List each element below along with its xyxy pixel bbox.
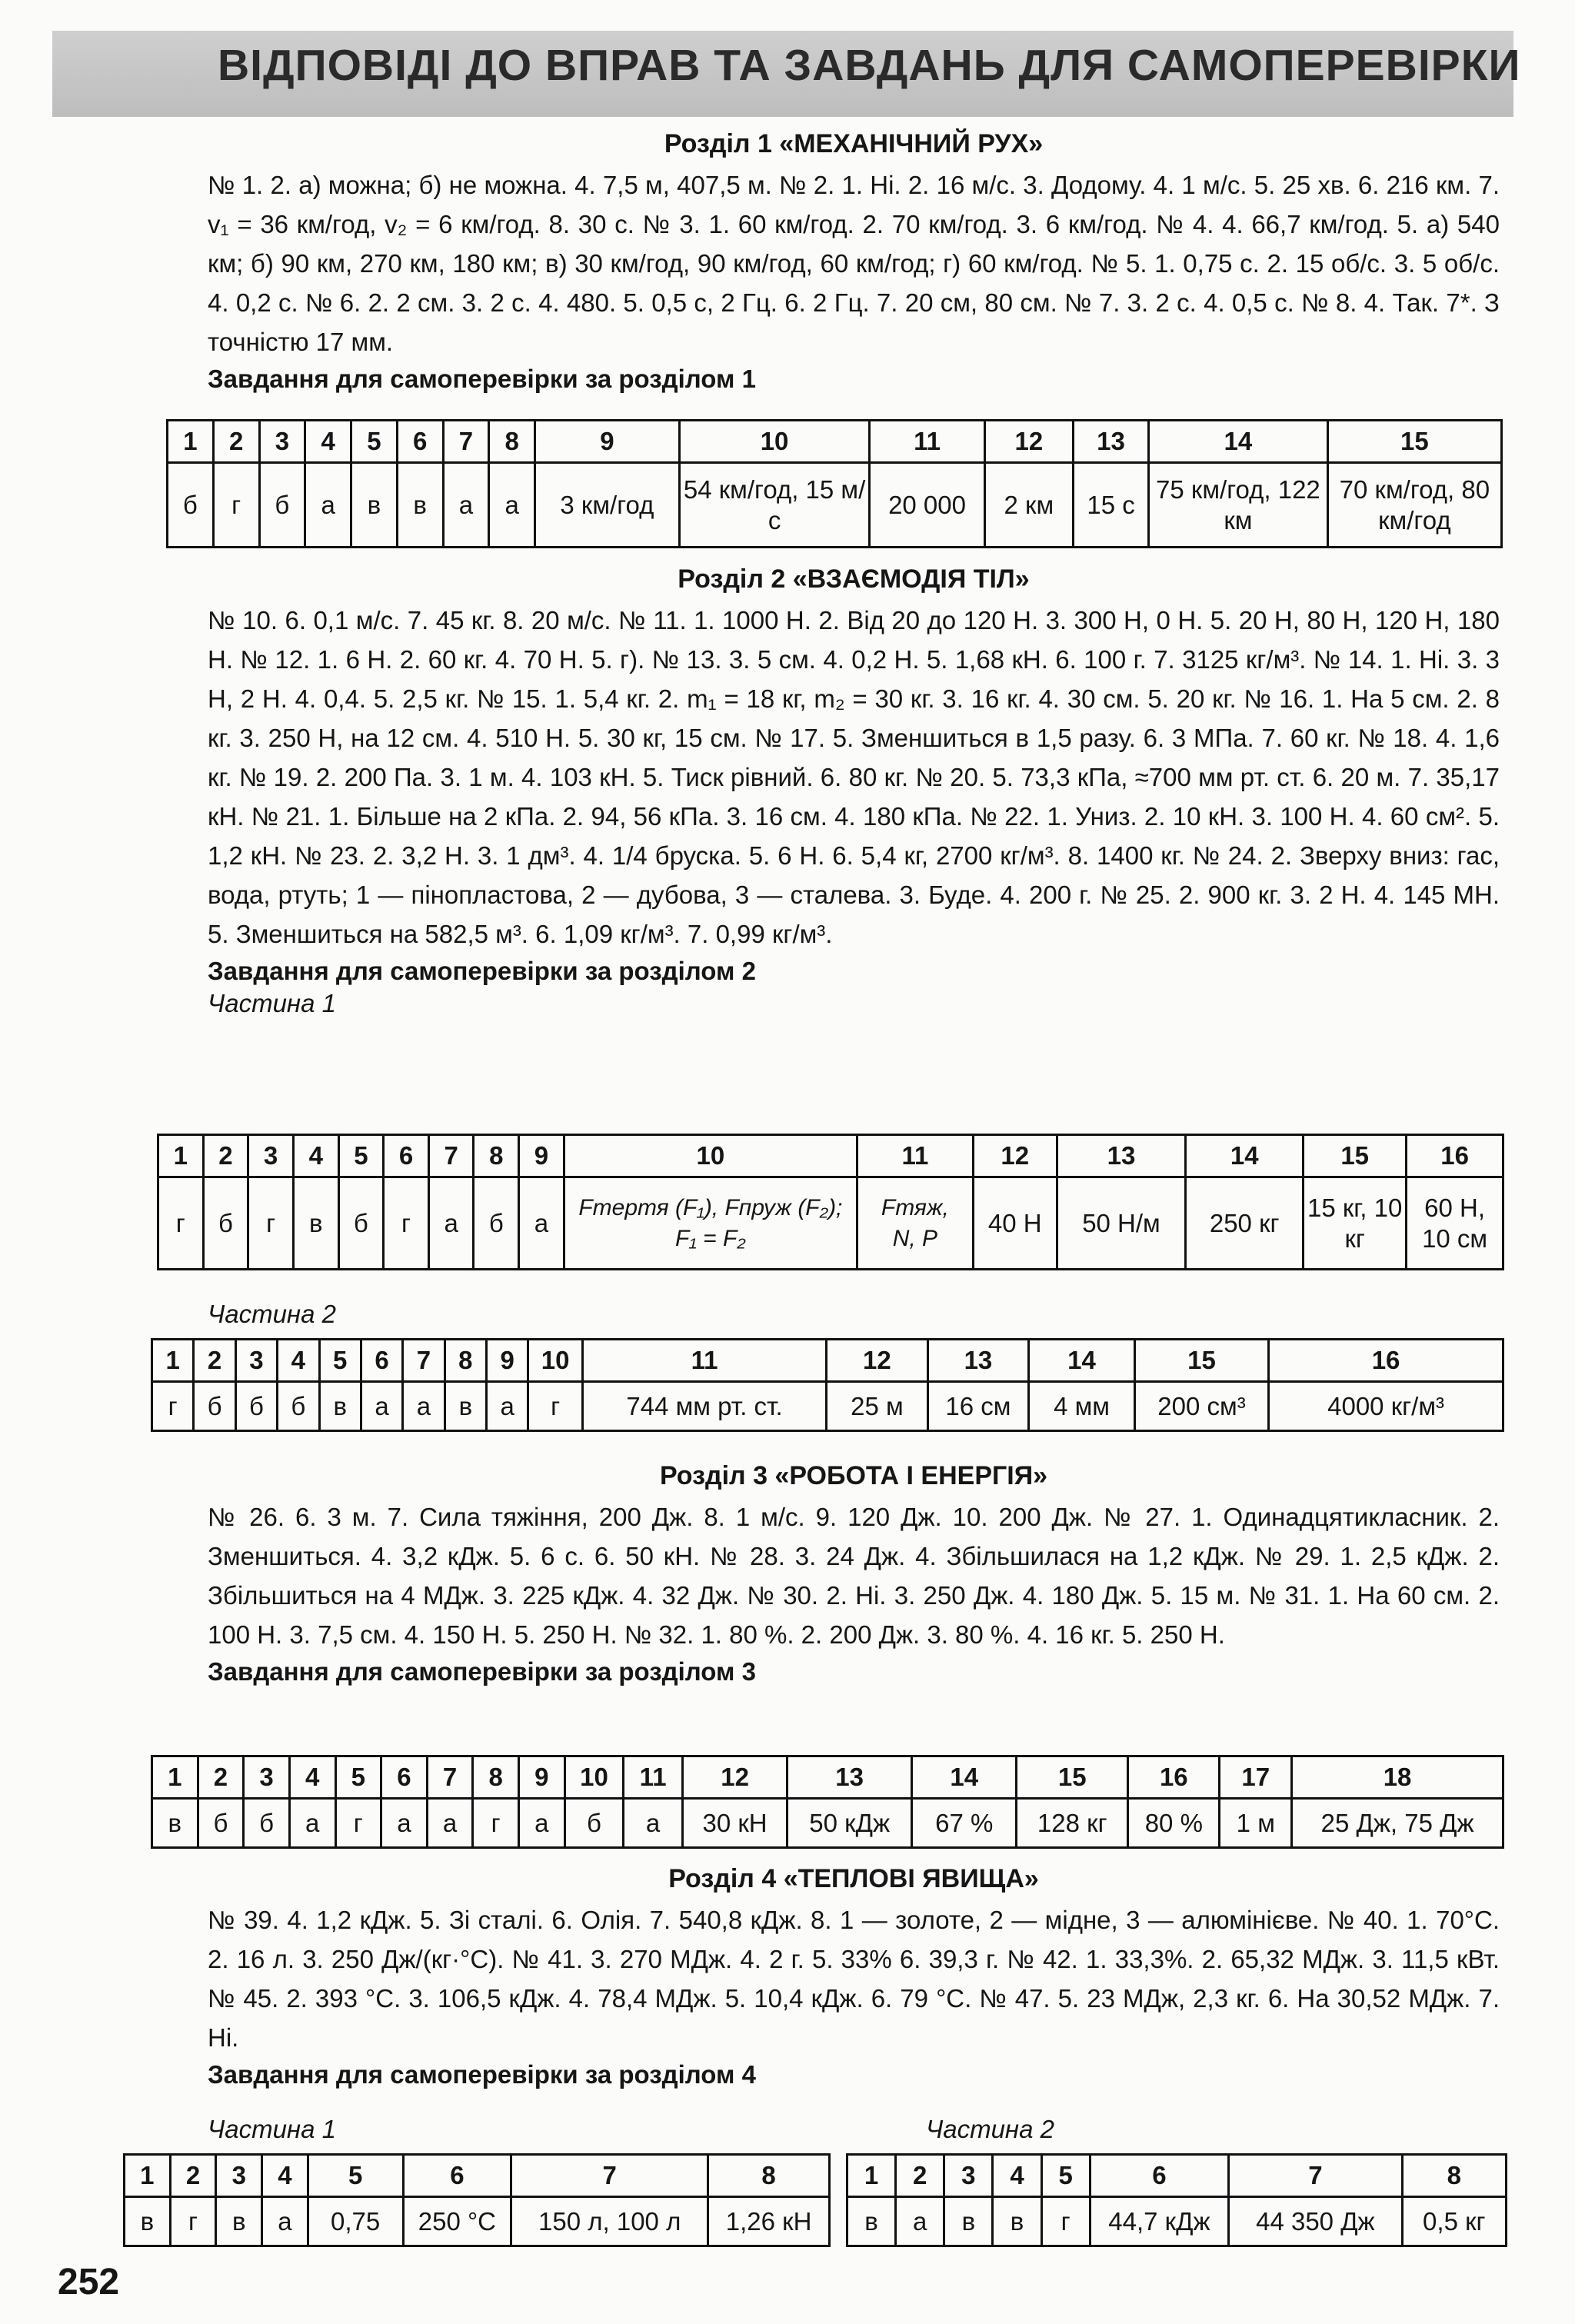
- table-cell: в: [319, 1382, 361, 1431]
- table-header-cell: 15: [1304, 1135, 1407, 1177]
- table-cell: б: [168, 463, 214, 548]
- table-header-cell: 10: [564, 1135, 857, 1177]
- table-cell: а: [487, 1382, 528, 1431]
- table-header-cell: 1: [125, 2155, 171, 2197]
- table-cell: в: [944, 2197, 993, 2246]
- table-cell: 80 %: [1128, 1799, 1220, 1848]
- table-header-cell: 5: [335, 1756, 381, 1799]
- table-header-cell: 4: [305, 421, 351, 463]
- table-cell: 150 л, 100 л: [511, 2197, 708, 2246]
- table-cell: б: [259, 463, 305, 548]
- table-header-cell: 9: [519, 1135, 564, 1177]
- table-cell: 67 %: [912, 1799, 1017, 1848]
- table-header-cell: 6: [384, 1135, 429, 1177]
- table-header-row: [847, 2155, 1507, 2197]
- table-cell: а: [443, 463, 489, 548]
- table-cell: 40 Н: [973, 1177, 1057, 1270]
- table-header-cell: 16: [1407, 1135, 1503, 1177]
- section-3-table: [151, 1755, 1504, 1849]
- table-cell: 15 кг, 10 кг: [1304, 1177, 1407, 1270]
- page-number: 252: [58, 2262, 120, 2302]
- table-cell: б: [198, 1799, 244, 1848]
- table-cell: в: [216, 2197, 262, 2246]
- table-header-cell: 6: [1090, 2155, 1228, 2197]
- table-header-cell: 6: [403, 2155, 511, 2197]
- formula-line-2: F₁ = F₂: [675, 1225, 746, 1251]
- table-header-cell: 16: [1128, 1756, 1220, 1799]
- table-header-cell: 14: [912, 1756, 1017, 1799]
- table-cell: 0,5 кг: [1402, 2197, 1506, 2246]
- table-header-cell: 13: [927, 1340, 1029, 1382]
- table-row: [152, 1799, 1503, 1848]
- table-header-cell: 2: [213, 421, 259, 463]
- table-header-cell: 1: [168, 421, 214, 463]
- table-cell: б: [203, 1177, 248, 1270]
- section-3-selfcheck-title: Завдання для самоперевірки за розділом 3: [208, 1657, 756, 1686]
- table-cell: г: [158, 1177, 204, 1270]
- table-row: [158, 1177, 1503, 1270]
- table-cell: б: [564, 1799, 624, 1848]
- table-header-cell: 4: [293, 1135, 338, 1177]
- table-cell: 1 м: [1220, 1799, 1292, 1848]
- table-header-cell: 10: [564, 1756, 624, 1799]
- table-cell: а: [305, 463, 351, 548]
- table-cell: 200 см³: [1134, 1382, 1268, 1431]
- table-cell: 128 кг: [1017, 1799, 1128, 1848]
- section-1-selfcheck-title: Завдання для самоперевірки за розділом 1: [208, 365, 756, 393]
- table-header-row: [152, 1340, 1503, 1382]
- table-header-cell: 3: [944, 2155, 993, 2197]
- table-cell: 50 кДж: [788, 1799, 912, 1848]
- table-header-cell: 5: [308, 2155, 403, 2197]
- table-cell: а: [262, 2197, 308, 2246]
- table-header-cell: 8: [489, 421, 535, 463]
- table-header-row: [158, 1135, 1503, 1177]
- table-cell: в: [293, 1177, 338, 1270]
- table-cell: в: [125, 2197, 171, 2246]
- table-cell: 44 350 Дж: [1229, 2197, 1403, 2246]
- section-4-title: Розділ 4 «ТЕПЛОВІ ЯВИЩА»: [668, 1864, 1039, 1893]
- table-header-cell: 8: [708, 2155, 830, 2197]
- forces-line-1: Fтяж,: [881, 1194, 949, 1220]
- table-cell: б: [244, 1799, 290, 1848]
- table-header-cell: 1: [158, 1135, 204, 1177]
- table-header-cell: 6: [381, 1756, 428, 1799]
- header-band: [52, 31, 1521, 117]
- table-cell: 30 кН: [682, 1799, 787, 1848]
- table-header-cell: 12: [984, 421, 1073, 463]
- table-header-cell: 11: [857, 1135, 973, 1177]
- table-header-cell: 12: [682, 1756, 787, 1799]
- table-header-cell: 3: [216, 2155, 262, 2197]
- table-header-cell: 5: [319, 1340, 361, 1382]
- table-cell: 3 км/год: [535, 463, 680, 548]
- section-2-table-1: [157, 1134, 1504, 1270]
- table-header-cell: 6: [361, 1340, 402, 1382]
- table-header-cell: 1: [152, 1340, 194, 1382]
- section-1-answers: № 1. 2. а) можна; б) не можна. 4. 7,5 м, 407,5 м. № 2. 1. Ні. 2. 16 м/с. 3. Додому. 4. 1 м/с. 5. 25 хв. 6. 216 км. 7. v₁ = 36 км/год, v₂ = 6 км/год. 8. 30 с. № 3. 1. 60 км/год. 2. 70 км/год. 3. 6 км/год. № 4. 4. 66,7 км/год. 5. а) 540 км; б) 90 км, 270 км, 180 км; в) 30 км/год, 90 км/год, 60 км/год; г) 60 км/год. № 5. 1. 0,75 с. 2. 15 об/с. 3. 5 об/с. 4. 0,2 с. № 6. 2. 2 см. 3. 2 с. 4. 480. 5. 0,5 с, 2 Гц. 6. 2 Гц. 7. 20 см, 80 см. № 7. 3. 2 с. 4. 0,5 с. № 8. 4. Так. 7*. З точністю 17 мм.: [208, 171, 1500, 356]
- table-header-cell: 7: [403, 1340, 445, 1382]
- table-header-cell: 2: [194, 1340, 235, 1382]
- table-header-cell: 4: [278, 1340, 319, 1382]
- table-header-cell: 8: [474, 1135, 519, 1177]
- table-row: [125, 2197, 830, 2246]
- table-cell: 50 Н/м: [1057, 1177, 1186, 1270]
- table-cell: г: [170, 2197, 216, 2246]
- section-4-selfcheck-title: Завдання для самоперевірки за розділом 4: [208, 2060, 756, 2089]
- table-cell: г: [335, 1799, 381, 1848]
- table-cell: б: [278, 1382, 319, 1431]
- table-header-cell: 7: [1229, 2155, 1403, 2197]
- table-cell: 75 км/год, 122 км: [1149, 463, 1328, 548]
- table-header-cell: 8: [473, 1756, 519, 1799]
- section-4-part-2-label: Частина 2: [926, 2115, 1054, 2143]
- table-header-cell: 5: [1041, 2155, 1090, 2197]
- table-header-cell: 3: [259, 421, 305, 463]
- table-header-cell: 2: [896, 2155, 944, 2197]
- table-cell: 4 мм: [1029, 1382, 1135, 1431]
- table-header-cell: 3: [248, 1135, 294, 1177]
- section-1: [208, 129, 1500, 397]
- table-header-row: [152, 1756, 1503, 1799]
- section-4-table-2: [846, 2153, 1507, 2247]
- table-cell: 2 км: [984, 463, 1073, 548]
- section-3-title: Розділ 3 «РОБОТА І ЕНЕРГІЯ»: [659, 1461, 1048, 1490]
- section-2-selfcheck-title: Завдання для самоперевірки за розділом 2: [208, 957, 756, 985]
- table-header-cell: 12: [973, 1135, 1057, 1177]
- table-header-cell: 1: [152, 1756, 198, 1799]
- section-4-answers: № 39. 4. 1,2 кДж. 5. Зі сталі. 6. Олія. 7. 540,8 кДж. 8. 1 — золоте, 2 — мідне, 3 — алюмінієве. № 40. 1. 70°C. 2. 16 л. 3. 250 Дж/(кг·°C). № 41. 3. 270 МДж. 4. 2 г. 5. 33% 6. 39,3 г. № 42. 1. 33,3%. 2. 65,32 МДж. 3. 11,5 кВт. № 45. 2. 393 °C. 3. 106,5 кДж. 4. 78,4 МДж. 5. 10,4 кДж. 6. 79 °C. № 47. 5. 23 МДж, 2,3 кг. 6. На 30,52 МДж. 7. Ні.: [208, 1906, 1500, 2052]
- table-cell: 20 000: [870, 463, 984, 548]
- table-cell: а: [519, 1799, 565, 1848]
- table-header-cell: 8: [445, 1340, 486, 1382]
- table-cell: 250 кг: [1186, 1177, 1304, 1270]
- table-header-cell: 2: [203, 1135, 248, 1177]
- table-cell: г: [213, 463, 259, 548]
- table-cell: 0,75: [308, 2197, 403, 2246]
- table-header-cell: 9: [535, 421, 680, 463]
- table-cell: 250 °C: [403, 2197, 511, 2246]
- section-4-part-1-label: Частина 1: [208, 2115, 336, 2143]
- table-header-cell: 2: [170, 2155, 216, 2197]
- table-cell: а: [427, 1799, 473, 1848]
- table-cell: а: [519, 1177, 564, 1270]
- table-header-cell: 7: [427, 1756, 473, 1799]
- table-header-cell: 13: [788, 1756, 912, 1799]
- table-header-cell: 1: [847, 2155, 896, 2197]
- table-cell: 744 мм рт. ст.: [582, 1382, 826, 1431]
- table-header-cell: 3: [244, 1756, 290, 1799]
- table-header-cell: 5: [338, 1135, 384, 1177]
- table-cell: б: [338, 1177, 384, 1270]
- table-cell: б: [235, 1382, 277, 1431]
- formula-line-1: Fтертя (F₁), Fпруж (F₂);: [578, 1194, 843, 1220]
- table-header-cell: 13: [1057, 1135, 1186, 1177]
- table-cell: в: [847, 2197, 896, 2246]
- table-cell: в: [152, 1799, 198, 1848]
- table-cell: г: [473, 1799, 519, 1848]
- section-2-title: Розділ 2 «ВЗАЄМОДІЯ ТІЛ»: [678, 564, 1030, 594]
- table-row: [152, 1382, 1503, 1431]
- section-4-table-1: [123, 2153, 831, 2247]
- table-cell: а: [624, 1799, 683, 1848]
- table-header-cell: 3: [235, 1340, 277, 1382]
- table-cell: г: [384, 1177, 429, 1270]
- table-header-cell: 14: [1029, 1340, 1135, 1382]
- table-cell: 70 км/год, 80 км/год: [1327, 463, 1501, 548]
- table-cell: 44,7 кДж: [1090, 2197, 1228, 2246]
- table-header-cell: 7: [511, 2155, 708, 2197]
- table-header-cell: 8: [1402, 2155, 1506, 2197]
- table-cell-formula: [564, 1177, 857, 1270]
- table-header-cell: 9: [519, 1756, 565, 1799]
- table-header-cell: 16: [1269, 1340, 1503, 1382]
- table-cell: в: [351, 463, 398, 548]
- table-header-cell: 18: [1292, 1756, 1503, 1799]
- table-header-cell: 4: [262, 2155, 308, 2197]
- section-2: [208, 564, 1500, 1023]
- table-header-cell: 7: [428, 1135, 474, 1177]
- table-cell: б: [474, 1177, 519, 1270]
- table-cell: 54 км/год, 15 м/с: [679, 463, 870, 548]
- table-header-cell: 11: [624, 1756, 683, 1799]
- table-row: [168, 463, 1502, 548]
- table-header-cell: 4: [289, 1756, 335, 1799]
- section-2-answers: № 10. 6. 0,1 м/с. 7. 45 кг. 8. 20 м/с. № 11. 1. 1000 Н. 2. Від 20 до 120 Н. 3. 300 Н, 0 Н. 5. 20 Н, 80 Н, 120 Н, 180 Н. № 12. 1. 6 Н. 2. 60 кг. 4. 70 Н. 5. г). № 13. 3. 5 см. 4. 0,2 Н. 5. 1,68 кН. 6. 100 г. 7. 3125 кг/м³. № 14. 1. Ні. 3. 3 Н, 2 Н. 4. 0,4. 5. 2,5 кг. № 15. 1. 5,4 кг. 2. m₁ = 18 кг, m₂ = 30 кг. 3. 16 кг. 4. 30 см. 5. 20 кг. № 16. 1. На 5 см. 2. 8 кг. 3. 250 Н, на 12 см. 4. 510 Н. 5. 30 кг, 15 см. № 17. 5. Зменшиться в 1,5 разу. 6. 3 МПа. 7. 60 кг. № 18. 4. 1,6 кг. № 19. 2. 200 Па. 3. 1 м. 4. 103 кН. 5. Тиск рівний. 6. 80 кг. № 20. 5. 73,3 кПа, ≈700 мм рт. ст. 6. 20 м. 7. 35,17 кН. № 21. 1. Більше на 2 кПа. 2. 94, 56 кПа. 3. 16 см. 4. 180 кПа. № 22. 1. Униз. 2. 10 кН. 3. 100 Н. 4. 60 см². 5. 1,2 кН. № 23. 2. 3,2 Н. 3. 1 дм³. 4. 1/4 бруска. 5. 6 Н. 6. 5,4 кг, 2700 кг/м³. 8. 1400 кг. № 24. 2. Зверху вниз: гас, вода, ртуть; 1 — пінопластова, 2 — дубова, 3 — сталева. 3. Буде. 4. 200 г. № 25. 2. 900 кг. 3. 2 Н. 4. 145 МН. 5. Зменшиться на 582,5 м³. 6. 1,09 кг/м³. 7. 0,99 кг/м³.: [208, 606, 1500, 948]
- table-header-cell: 10: [528, 1340, 582, 1382]
- table-cell: в: [993, 2197, 1041, 2246]
- section-3-answers: № 26. 6. 3 м. 7. Сила тяжіння, 200 Дж. 8. 1 м/с. 9. 120 Дж. 10. 200 Дж. № 27. 1. Одинадцятикласник. 2. Зменшиться. 4. 3,2 кДж. 5. 6 с. 6. 50 кН. № 28. 3. 24 Дж. 4. Збільшилася на 1,2 кДж. № 29. 1. 2,5 кДж. 2. Збільшиться на 4 МДж. 3. 225 кДж. 4. 32 Дж. № 30. 2. Ні. 3. 250 Дж. 4. 180 Дж. 5. 15 м. № 31. 1. На 60 см. 2. 100 Н. 3. 7,5 см. 4. 150 Н. 5. 250 Н. № 32. 1. 80 %. 2. 200 Дж. 3. 80 %. 4. 16 кг. 5. 250 Н.: [208, 1503, 1500, 1649]
- table-cell: а: [896, 2197, 944, 2246]
- table-cell: 25 м: [827, 1382, 927, 1431]
- table-cell: в: [445, 1382, 486, 1431]
- table-header-cell: 5: [351, 421, 398, 463]
- table-cell: а: [428, 1177, 474, 1270]
- table-cell: 4000 кг/м³: [1269, 1382, 1503, 1431]
- table-cell-forces: [857, 1177, 973, 1270]
- table-cell: 15 с: [1073, 463, 1148, 548]
- table-header-row: [125, 2155, 830, 2197]
- table-cell: а: [381, 1799, 428, 1848]
- table-header-cell: 4: [993, 2155, 1041, 2197]
- table-cell: г: [152, 1382, 194, 1431]
- table-cell: г: [528, 1382, 582, 1431]
- forces-line-2: N, P: [892, 1225, 938, 1251]
- table-header-cell: 9: [487, 1340, 528, 1382]
- table-header-cell: 14: [1186, 1135, 1304, 1177]
- table-header-cell: 15: [1134, 1340, 1268, 1382]
- table-cell: в: [397, 463, 443, 548]
- table-cell: а: [489, 463, 535, 548]
- section-3: [208, 1461, 1500, 1690]
- table-cell: 1,26 кН: [708, 2197, 830, 2246]
- table-header-row: [168, 421, 1502, 463]
- table-header-cell: 11: [582, 1340, 826, 1382]
- table-header-cell: 13: [1073, 421, 1148, 463]
- section-2-part-2-label: Частина 2: [208, 1300, 336, 1328]
- table-cell: а: [289, 1799, 335, 1848]
- table-cell: 25 Дж, 75 Дж: [1292, 1799, 1503, 1848]
- page-heading: ВІДПОВІДІ ДО ВПРАВ ТА ЗАВДАНЬ ДЛЯ САМОПЕРЕВІРКИ: [218, 41, 1521, 90]
- table-cell: 60 Н, 10 см: [1407, 1177, 1503, 1270]
- table-row: [847, 2197, 1507, 2246]
- table-header-cell: 12: [827, 1340, 927, 1382]
- table-header-cell: 7: [443, 421, 489, 463]
- table-cell: б: [194, 1382, 235, 1431]
- table-header-cell: 2: [198, 1756, 244, 1799]
- table-header-cell: 11: [870, 421, 984, 463]
- table-header-cell: 10: [679, 421, 870, 463]
- table-cell: г: [248, 1177, 294, 1270]
- section-1-table: [166, 419, 1503, 548]
- table-header-cell: 17: [1220, 1756, 1292, 1799]
- table-cell: 16 см: [927, 1382, 1029, 1431]
- table-header-cell: 15: [1327, 421, 1501, 463]
- section-2-part-1-label: Частина 1: [208, 989, 336, 1017]
- table-cell: а: [361, 1382, 402, 1431]
- table-cell: г: [1041, 2197, 1090, 2246]
- section-1-title: Розділ 1 «МЕХАНІЧНИЙ РУХ»: [664, 129, 1044, 158]
- table-header-cell: 15: [1017, 1756, 1128, 1799]
- section-2-table-2: [151, 1338, 1504, 1432]
- table-cell: а: [403, 1382, 445, 1431]
- section-4: [208, 1864, 1500, 2093]
- table-header-cell: 14: [1149, 421, 1328, 463]
- table-header-cell: 6: [397, 421, 443, 463]
